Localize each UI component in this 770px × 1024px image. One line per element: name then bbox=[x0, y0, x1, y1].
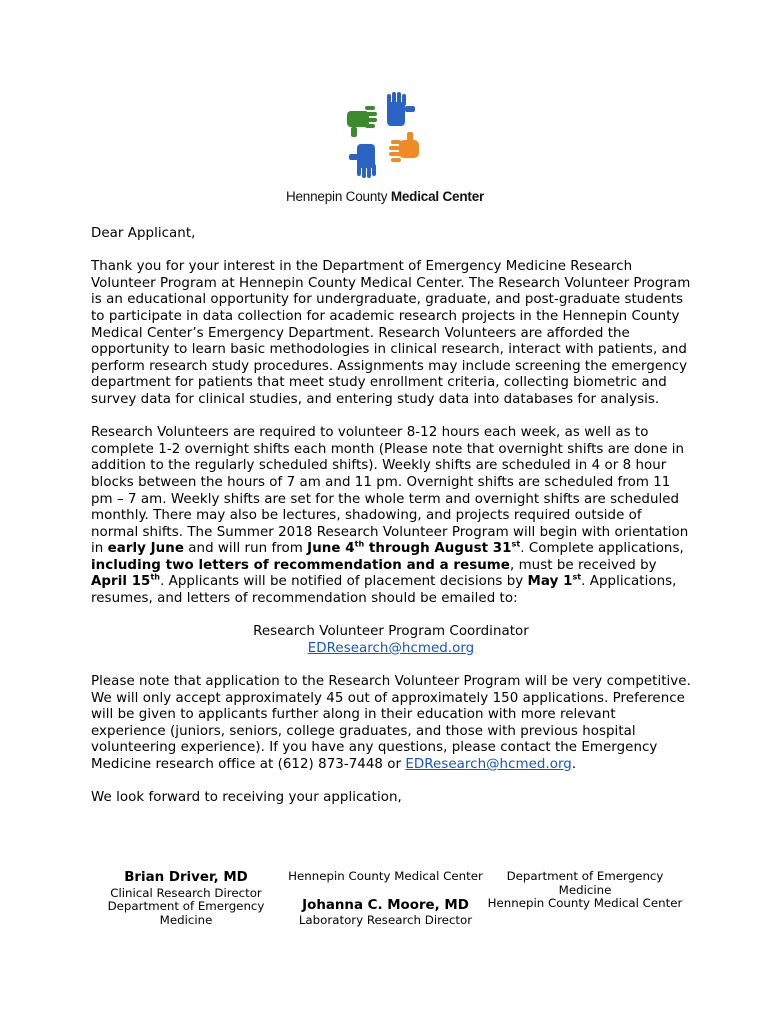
blue-hand-top-icon bbox=[387, 92, 415, 126]
org-name-regular: Hennepin County bbox=[285, 189, 388, 204]
salutation: Dear Applicant, bbox=[91, 226, 196, 241]
signature-department: Department of Emergency Medicine Hennepin County Medical Center bbox=[487, 869, 683, 911]
hcmc-hands-logo bbox=[343, 92, 427, 182]
signer-name: Brian Driver, MD bbox=[124, 870, 248, 885]
contact-title: Research Volunteer Program Coordinator bbox=[253, 624, 529, 640]
signer-org: Hennepin County Medical Center bbox=[288, 869, 483, 883]
paragraph-intro: Thank you for your interest in the Department of Emergency Medicine Research Volunteer Program at Hennepin County Medical Center. The Research Volunteer Program is an educational opportunity for undergraduate, graduate, and post-graduate students to participate in data collection for academic research projects in the Hennepin County Medical Center’s Emergency Department. Research Volunteers are afforded the opportunity to learn basic methodologies in clinical research, interact with patients, and perform research study procedures. Assignments may include screening the emergency department for patients that meet study enrollment criteria, collecting biometric and survey data for clinical studies, and entering study data into databases for analysis. bbox=[91, 259, 691, 407]
orange-hand-icon bbox=[389, 132, 419, 162]
signer-name: Johanna C. Moore, MD bbox=[302, 897, 469, 913]
signature-johanna-moore: Hennepin County Medical Center Johanna C. Moore, MD Laboratory Research Director bbox=[283, 870, 488, 928]
organization-name bbox=[270, 189, 500, 204]
contact-block bbox=[91, 624, 691, 657]
contact-email-link[interactable]: EDResearch@hcmed.org bbox=[307, 640, 475, 656]
org-name-bold: Medical Center bbox=[390, 189, 485, 204]
paragraph-competition: Please note that application to the Research Volunteer Program will be very competitive. We will only accept approximately 45 out of approximately 150 applications. Preference will be given to applicants further along in their education with more relevant experience (juniors, seniors, college graduates, and those with previous hospital volunteering experience). If you have any questions, please contact the Emergency Medicine research office at (612) 873-7448 or EDResearch@hcmed.org. bbox=[91, 674, 691, 772]
letter-body bbox=[91, 226, 691, 823]
green-hand-icon bbox=[347, 106, 377, 137]
blue-hand-bottom-icon bbox=[349, 144, 376, 178]
signature-brian-driver: Brian Driver, MD Clinical Research Director Department of Emergency Medicine bbox=[96, 871, 276, 927]
inline-email-link[interactable]: EDResearch@hcmed.org bbox=[405, 757, 572, 772]
paragraph-requirements: Research Volunteers are required to volunteer 8-12 hours each week, as well as to complete 1-2 overnight shifts each month (Please note that overnight shifts are done in addition to the regularly scheduled shifts). Weekly shifts are scheduled in 4 or 8 hour blocks between the hours of 7 am and 11 pm. Overnight shifts are scheduled from 11 pm – 7 am. Weekly shifts are set for the whole term and overnight shifts are scheduled monthly. There may also be lectures, shadowing, and projects required outside of normal shifts. The Summer 2018 Research Volunteer Program will begin with orientation in early June and will run from June 4th through August 31st. Complete applications, including two letters of recommendation and a resume, must be received by April 15th. Applicants will be notified of placement decisions by May 1st. Applications, resumes, and letters of recommendation should be emailed to: bbox=[91, 425, 689, 607]
closing: We look forward to receiving your application, bbox=[91, 790, 402, 806]
